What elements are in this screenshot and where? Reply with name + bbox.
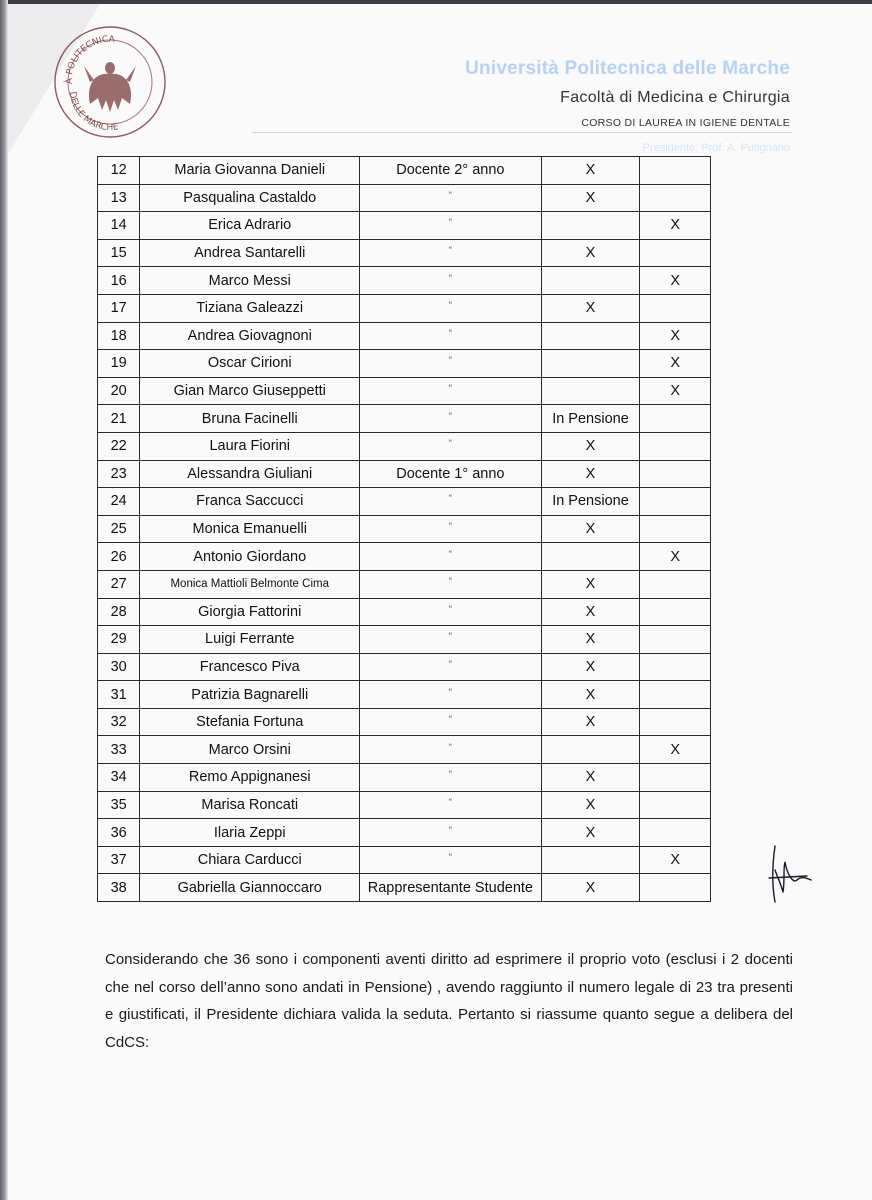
table-row bbox=[98, 819, 711, 847]
row-number: 25 bbox=[98, 515, 140, 543]
row-number: 18 bbox=[98, 322, 140, 350]
present-mark bbox=[541, 377, 640, 405]
member-role: Rappresentante Studente bbox=[360, 874, 541, 902]
absent-mark bbox=[640, 488, 711, 516]
row-number: 29 bbox=[98, 626, 140, 654]
row-number: 22 bbox=[98, 432, 140, 460]
table-row bbox=[98, 239, 711, 267]
row-number: 33 bbox=[98, 736, 140, 764]
absent-mark bbox=[640, 791, 711, 819]
table-row bbox=[98, 432, 711, 460]
member-role: “ bbox=[360, 374, 541, 402]
absent-mark bbox=[640, 294, 711, 322]
member-name: Giorgia Fattorini bbox=[140, 598, 360, 626]
present-mark: In Pensione bbox=[541, 405, 640, 433]
absent-mark: X bbox=[640, 322, 711, 350]
row-number: 32 bbox=[98, 708, 140, 736]
absent-mark: X bbox=[640, 377, 711, 405]
absent-mark bbox=[640, 681, 711, 709]
member-name: Francesco Piva bbox=[140, 653, 360, 681]
row-number: 26 bbox=[98, 543, 140, 571]
member-role: “ bbox=[360, 540, 541, 568]
scan-edge-left bbox=[0, 0, 8, 1200]
absent-mark bbox=[640, 515, 711, 543]
president-line: Presidente: Prof. A. Putignano bbox=[642, 142, 790, 154]
member-role: “ bbox=[360, 650, 541, 678]
absent-mark bbox=[640, 653, 711, 681]
table-row bbox=[98, 460, 711, 488]
present-mark: X bbox=[541, 570, 640, 598]
member-role: “ bbox=[360, 209, 541, 237]
member-name: Antonio Giordano bbox=[140, 543, 360, 571]
absent-mark: X bbox=[640, 543, 711, 571]
row-number: 16 bbox=[98, 267, 140, 295]
member-name: Marisa Roncati bbox=[140, 791, 360, 819]
table-row bbox=[98, 350, 711, 378]
table-row bbox=[98, 267, 711, 295]
table-row bbox=[98, 212, 711, 240]
member-role: “ bbox=[360, 236, 541, 264]
table-row bbox=[98, 653, 711, 681]
member-role: “ bbox=[360, 429, 541, 457]
present-mark: X bbox=[541, 626, 640, 654]
member-name: Monica Mattioli Belmonte Cima bbox=[140, 570, 360, 598]
table-row bbox=[98, 405, 711, 433]
table-row bbox=[98, 846, 711, 874]
present-mark: X bbox=[541, 184, 640, 212]
present-mark bbox=[541, 846, 640, 874]
absent-mark: X bbox=[640, 736, 711, 764]
member-name: Laura Fiorini bbox=[140, 432, 360, 460]
present-mark: X bbox=[541, 708, 640, 736]
member-name: Remo Appignanesi bbox=[140, 764, 360, 792]
row-number: 38 bbox=[98, 874, 140, 902]
member-name: Marco Messi bbox=[140, 267, 360, 295]
row-number: 24 bbox=[98, 488, 140, 516]
present-mark bbox=[541, 267, 640, 295]
table-row bbox=[98, 764, 711, 792]
absent-mark bbox=[640, 764, 711, 792]
row-number: 21 bbox=[98, 405, 140, 433]
row-number: 14 bbox=[98, 212, 140, 240]
present-mark: X bbox=[541, 653, 640, 681]
table-row bbox=[98, 377, 711, 405]
present-mark: X bbox=[541, 239, 640, 267]
row-number: 34 bbox=[98, 764, 140, 792]
row-number: 37 bbox=[98, 846, 140, 874]
row-number: 17 bbox=[98, 294, 140, 322]
member-name: Franca Saccucci bbox=[140, 488, 360, 516]
table-row bbox=[98, 322, 711, 350]
table-row bbox=[98, 736, 711, 764]
row-number: 19 bbox=[98, 350, 140, 378]
present-mark bbox=[541, 212, 640, 240]
member-name: Maria Giovanna Danieli bbox=[140, 157, 360, 185]
row-number: 35 bbox=[98, 791, 140, 819]
member-role: “ bbox=[360, 816, 541, 844]
absent-mark: X bbox=[640, 350, 711, 378]
present-mark bbox=[541, 350, 640, 378]
table-row bbox=[98, 294, 711, 322]
member-name: Stefania Fortuna bbox=[140, 708, 360, 736]
table-row bbox=[98, 488, 711, 516]
table-row bbox=[98, 681, 711, 709]
member-role: “ bbox=[360, 595, 541, 623]
absent-mark bbox=[640, 598, 711, 626]
table-row bbox=[98, 570, 711, 598]
member-name: Gian Marco Giuseppetti bbox=[140, 377, 360, 405]
seal-text-bottom: DELLE MARCHE bbox=[66, 91, 120, 134]
absent-mark bbox=[640, 819, 711, 847]
absent-mark bbox=[640, 239, 711, 267]
present-mark: X bbox=[541, 874, 640, 902]
absent-mark bbox=[640, 708, 711, 736]
present-mark: X bbox=[541, 598, 640, 626]
present-mark: X bbox=[541, 294, 640, 322]
member-name: Luigi Ferrante bbox=[140, 626, 360, 654]
member-role: “ bbox=[360, 761, 541, 789]
table-row bbox=[98, 184, 711, 212]
present-mark: X bbox=[541, 764, 640, 792]
member-name: Bruna Facinelli bbox=[140, 405, 360, 433]
member-name: Oscar Cirioni bbox=[140, 350, 360, 378]
member-role: “ bbox=[360, 291, 541, 319]
member-role: “ bbox=[360, 788, 541, 816]
absent-mark: X bbox=[640, 846, 711, 874]
table-row bbox=[98, 708, 711, 736]
present-mark: X bbox=[541, 819, 640, 847]
absent-mark bbox=[640, 432, 711, 460]
member-role: “ bbox=[360, 181, 541, 209]
member-name: Gabriella Giannoccaro bbox=[140, 874, 360, 902]
member-name: Tiziana Galeazzi bbox=[140, 294, 360, 322]
row-number: 23 bbox=[98, 460, 140, 488]
member-role: Docente 2° anno bbox=[360, 157, 541, 185]
university-heading: Università Politecnica delle Marche bbox=[465, 58, 790, 79]
member-role: “ bbox=[360, 843, 541, 871]
member-role: “ bbox=[360, 567, 541, 595]
table-row bbox=[98, 791, 711, 819]
member-role: “ bbox=[360, 402, 541, 430]
member-name: Erica Adrario bbox=[140, 212, 360, 240]
header-divider bbox=[252, 132, 792, 133]
present-mark: X bbox=[541, 432, 640, 460]
present-mark: X bbox=[541, 460, 640, 488]
table-row bbox=[98, 543, 711, 571]
present-mark: X bbox=[541, 791, 640, 819]
deliberation-paragraph: Considerando che 36 sono i componenti aventi diritto ad esprimere il proprio voto (esclusi i 2 docenti che nel corso dell’anno sono andati in Pensione) , avendo raggiunto il numero legale di 23 tra presenti e giustificati, il Presidente dichiara valida la seduta. Pertanto si riassume quanto segue a delibera del CdCS: bbox=[105, 951, 793, 1051]
member-role: “ bbox=[360, 319, 541, 347]
row-number: 36 bbox=[98, 819, 140, 847]
member-role: Docente 1° anno bbox=[360, 460, 541, 488]
absent-mark bbox=[640, 184, 711, 212]
faculty-heading: Facoltà di Medicina e Chirurgia bbox=[560, 89, 790, 106]
present-mark bbox=[541, 736, 640, 764]
member-name: Monica Emanuelli bbox=[140, 515, 360, 543]
member-role: “ bbox=[360, 623, 541, 651]
row-number: 13 bbox=[98, 184, 140, 212]
table-row bbox=[98, 874, 711, 902]
member-role: “ bbox=[360, 512, 541, 540]
row-number: 15 bbox=[98, 239, 140, 267]
row-number: 27 bbox=[98, 570, 140, 598]
present-mark: X bbox=[541, 515, 640, 543]
member-name: Marco Orsini bbox=[140, 736, 360, 764]
present-mark: In Pensione bbox=[541, 488, 640, 516]
row-number: 12 bbox=[98, 157, 140, 185]
member-name: Pasqualina Castaldo bbox=[140, 184, 360, 212]
member-name: Chiara Carducci bbox=[140, 846, 360, 874]
member-role: “ bbox=[360, 733, 541, 761]
absent-mark bbox=[640, 157, 711, 185]
table-row bbox=[98, 515, 711, 543]
seal-text-top: À POLITECNICA bbox=[64, 34, 115, 85]
row-number: 20 bbox=[98, 377, 140, 405]
member-name: Andrea Santarelli bbox=[140, 239, 360, 267]
row-number: 31 bbox=[98, 681, 140, 709]
member-role: “ bbox=[360, 485, 541, 513]
absent-mark bbox=[640, 405, 711, 433]
absent-mark bbox=[640, 570, 711, 598]
absent-mark: X bbox=[640, 212, 711, 240]
member-name: Ilaria Zeppi bbox=[140, 819, 360, 847]
member-role: “ bbox=[360, 678, 541, 706]
present-mark bbox=[541, 322, 640, 350]
member-name: Patrizia Bagnarelli bbox=[140, 681, 360, 709]
member-role: “ bbox=[360, 347, 541, 375]
present-mark bbox=[541, 543, 640, 571]
table-row bbox=[98, 157, 711, 185]
member-name: Alessandra Giuliani bbox=[140, 460, 360, 488]
member-role: “ bbox=[360, 264, 541, 292]
table-row bbox=[98, 626, 711, 654]
absent-mark bbox=[640, 626, 711, 654]
present-mark: X bbox=[541, 157, 640, 185]
member-role: “ bbox=[360, 705, 541, 733]
handwritten-signature-icon bbox=[763, 840, 815, 906]
course-heading: CORSO DI LAUREA IN IGIENE DENTALE bbox=[581, 117, 790, 129]
row-number: 28 bbox=[98, 598, 140, 626]
absent-mark: X bbox=[640, 267, 711, 295]
absent-mark bbox=[640, 460, 711, 488]
present-mark: X bbox=[541, 681, 640, 709]
absent-mark bbox=[640, 874, 711, 902]
university-seal-icon bbox=[50, 22, 168, 140]
member-name: Andrea Giovagnoni bbox=[140, 322, 360, 350]
row-number: 30 bbox=[98, 653, 140, 681]
attendance-table bbox=[97, 156, 711, 902]
table-row bbox=[98, 598, 711, 626]
